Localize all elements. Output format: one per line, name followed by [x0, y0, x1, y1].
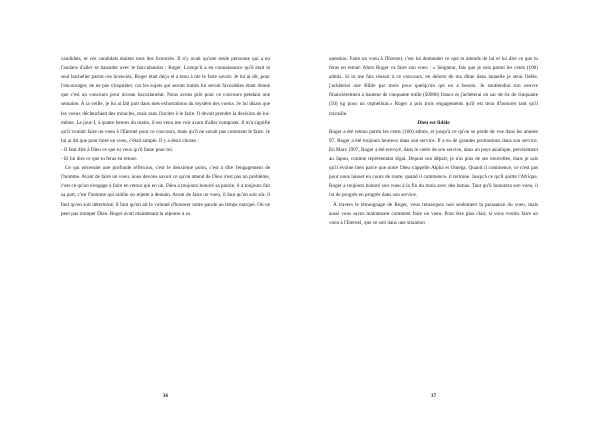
right-paragraph: Roger a été retenu parmi les cents (100) admis, et jusqu'à ce qu'on se perde de vue dans les années 97, Roger a été toujours heureux dans son service. Il a eu de grandes promotions dans son service. En Mars 1997, Roger a été envoyé, dans le cadre de son service, dans un pays asiatique, précisément au Japon, comme représentant légal. Depuis son départ, je n'ai plus de ses nouvelles, mais je sais qu'il évolue bien parce que notre Dieu s'appelle Alpha et Oméga. Quand il commence, ce n'est pas pour nous laisser en cours de route, quand il commence, il termine. Jusqu'à ce qu'il quitte l'Afrique, Roger a toujours honoré son voeu à la fin du mois avec des bonus. Tant qu'il honorera son voeu, il ira de progrès en progrès dans son service.: [329, 128, 539, 199]
left-paragraph: Ce qui nécessite une profonde réflexion, c'est le deuxième point, c'est à dire l'engagement de l'homme. Avant de faire un voeu, nous devons savoir ce qu'on attend de Dieu n'est pas un problème, c'est ce qu'on s'engage à faire en retour qui en un. Dieu a toujours honoré sa parole, il a toujours fait sa part, c'est l'homme qui oublie ou rejette à demain. Avant de faire un voeu, il faut qu'on soit sûr, il faut qu'on soit déterminé, il faut qu'on ait la volonté d'honorer notre parole au temps marqué. On ne peut pas tromper Dieu. Roger avait maintenant la réponse à sa: [61, 165, 270, 217]
left-page-text: [61, 55, 270, 219]
left-page-number: 36: [162, 393, 169, 399]
left-page: [61, 55, 270, 219]
section-heading: Dieu est fidèle: [417, 119, 450, 126]
right-paragraph: question. Faire un voeu à l'Eternel, c'est lui demander ce que tu attends de lui et lui dire ce que tu feras en retour. Alors Roger va faire son voeu : « Seigneur, fais que je sois parmi les cents (100) admis. Si tu me fais réussir à ce concours, en dehors de ma dîme dans laquelle je serai fidèle, j'achèterai une Bible par mois pour quelqu'un qui en a besoin. Je soutiendrai ton oeuvre financièrement à hauteur de cinquante mille (50000) francs et j'achèterai un sac de riz de cinquante (50) kg pour un orphelinat.» Roger a pris trois engagements qu'il est tenu d'honorer tant qu'il travaille.: [329, 56, 538, 117]
right-page-number: 37: [430, 393, 437, 399]
right-paragraph: À travers le témoignage de Roger, vous remarquez non seulement la puissance du voeu, mais aussi vous savez maintenant comment faire un voeu. Pour être plus clair, si vous voulez faire un voeu à l'Eternel, que ce soit dans une situation: [329, 201, 538, 226]
right-page: [329, 55, 538, 228]
left-paragraph: candidats, et ces candidats étaient tous des licenciés. Il n'y avait qu'une seule personne qui a eu l'audace d'aller se hasarder avec le baccalauréat : Roger. Lorsqu'il a eu connaissance qu'il était le seul bachelier parmi ces licenciés, Roger était déçu et a tenu à me le faire savoir. Je lui ai dit, pour l'encourager, de ne pas s'inquiéter, car les sujets qui seront traités lui seront favorables étant donné que c'est un concours pour niveau baccalauréat. Nous avons prié pour ce concours pendant une semaine. À la veille, je lui ai fait part dans mes exhortations du mystère des voeux. Je lui disais que les voeux déclenchent des miracles, mais sans l'inciter à le faire. Il devait prendre la décision de lui-même. Le jour-J, à quatre heures du matin, il est venu me voir avant d'aller composer. Il m'a signifié qu'il voulait faire un voeu à l'Eternel pour ce concours, mais qu'il ne savait pas comment le faire. Je lui ai dit que pour faire un voeu, c'était simple. Il y a deux choses :: [61, 56, 270, 144]
left-paragraph: - Il faut dire à Dieu ce que tu veux qu'il fasse pour toi.: [61, 146, 174, 153]
right-page-text: [329, 55, 538, 228]
left-paragraph: - Et lui dire ce que tu feras en retour.: [61, 156, 138, 163]
